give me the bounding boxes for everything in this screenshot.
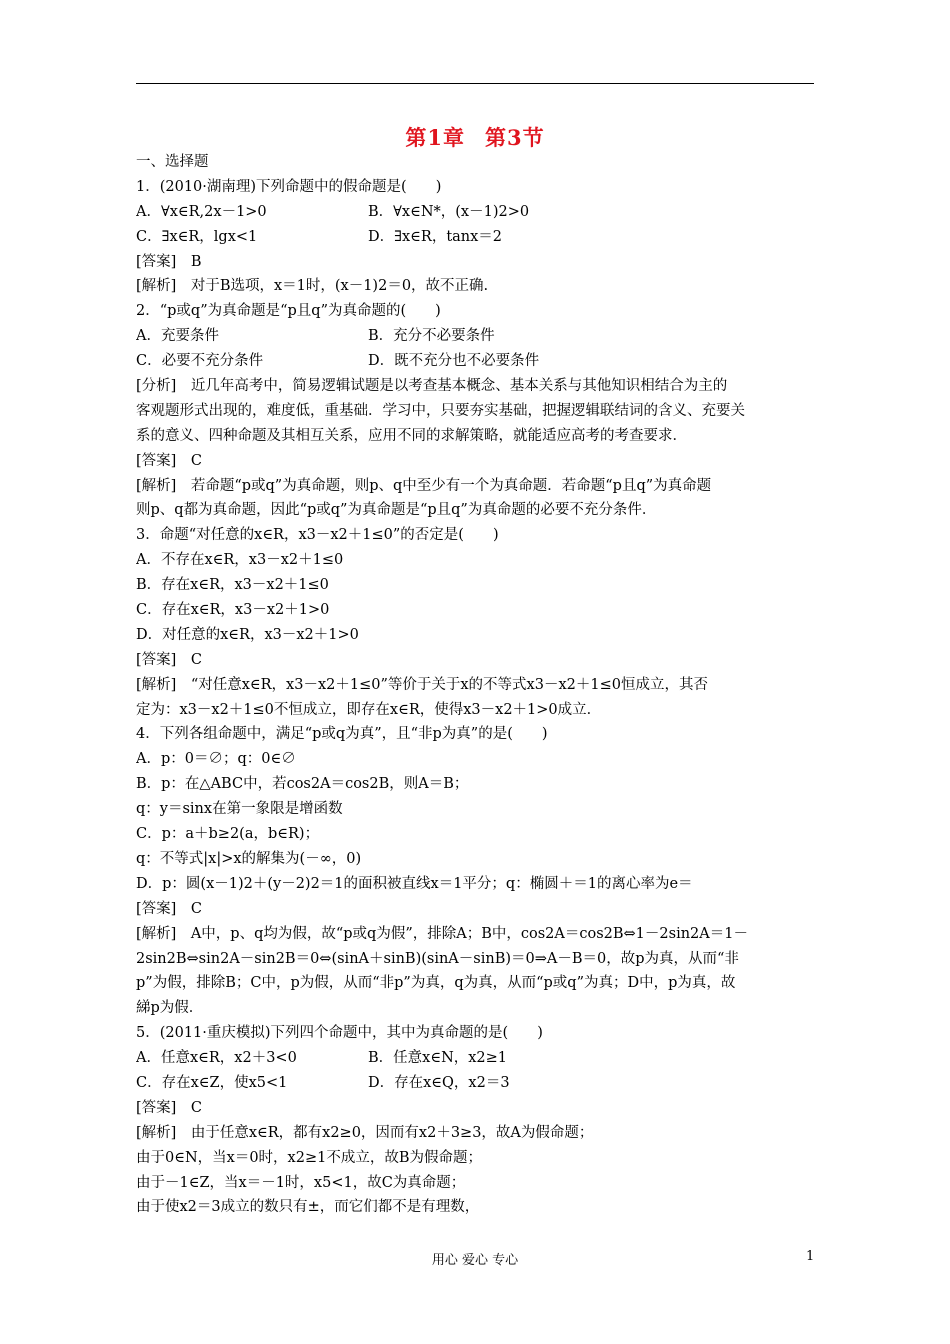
q1-analysis: [解析] 对于B选项，x＝1时，(x－1)2＝0，故不正确. [136,278,489,295]
q2-note-line: 系的意义、四种命题及其相互关系，应用不同的求解策略，就能适应高考的考查要求． [136,427,687,444]
q5-option-c: C．存在x∈Z，使x5<1 [136,1074,288,1091]
chapter-label: 第1章 [405,125,465,150]
q1-option-d: D．∃x∈R，tanx＝2 [368,228,503,245]
q2-analysis-line: 则p、q都为真命题，因此“p或q”为真命题是“p且q”为真命题的必要不充分条件． [136,502,657,519]
q4-analysis-line: 2sin2B⇔sin2A－sin2B＝0⇔(sinA＋sinB)(sinA－sinB)＝0⇒A－B＝0，故p为真，从而“非 [136,950,739,967]
page-title [0,122,950,152]
q5-answer: [答案] C [136,1099,202,1116]
q5-option-a: A．任意x∈R，x2＋3<0 [136,1050,297,1067]
q2-analysis-line: [解析] 若命题“p或q”为真命题，则p、q中至少有一个为真命题．若命题“p且q”为真命题 [136,477,712,494]
header-rule [136,83,814,84]
q4-analysis-line: 綈p为假． [136,1000,204,1017]
q5-stem: 5．(2011·重庆模拟)下列四个命题中，其中为真命题的是( ) [136,1025,543,1042]
q2-option-a: A．充要条件 [136,328,219,345]
q3-option-a: A．不存在x∈R，x3－x2＋1≤0 [136,552,344,569]
q1-options-ab [136,200,816,225]
q2-note-line: 客观题形式出现的，难度低，重基础．学习中，只要夯实基础，把握逻辑联结词的含义、充要关 [136,402,745,419]
q5-analysis-line: [解析] 由于任意x∈R，都有x2≥0，因而有x2＋3≥3，故A为假命题； [136,1124,594,1141]
section-heading: 一、选择题 [136,154,209,170]
q2-options-ab [136,324,816,349]
q1-option-a: A．∀x∈R,2x－1>0 [136,203,267,220]
q4-line: D．p：圆(x－1)2＋(y－2)2＝1的面积被直线x＝1平分；q：椭圆＋＝1的离心率为e＝ [136,875,693,892]
q5-analysis-line: 由于使x2＝3成立的数只有±，而它们都不是有理数， [136,1199,480,1216]
page-number: 1 [806,1249,815,1264]
q1-options-cd [136,225,816,250]
q2-note-line: [分析] 近几年高考中，简易逻辑试题是以考查基本概念、基本关系与其他知识相结合为主的 [136,378,728,395]
q5-analysis-line: 由于0∈N，当x＝0时，x2≥1不成立，故B为假命题； [136,1149,482,1166]
q1-answer: [答案] B [136,253,202,270]
q4-analysis-line: [解析] A中，p、q均为假，故“p或q为假”，排除A；B中，cos2A＝cos2B⇔1－2sin2A＝1－ [136,925,748,942]
q2-option-d: D．既不充分也不必要条件 [368,353,540,370]
q4-line: A．p：0＝∅；q：0∈∅ [136,751,296,768]
q4-answer: [答案] C [136,900,202,917]
q5-option-d: D．存在x∈Q，x2＝3 [368,1074,510,1091]
q5-option-b: B．任意x∈N，x2≥1 [368,1050,508,1067]
footer-slogan: 用心 爱心 专心 [431,1253,519,1268]
q5-analysis-line: 由于－1∈Z，当x＝－1时，x5<1，故C为真命题； [136,1174,466,1191]
section-label: 第3节 [485,125,545,150]
q4-stem: 4．下列各组命题中，满足“p或q为真”，且“非p为真”的是( ) [136,726,548,743]
q3-analysis-line: 定为：x3－x2＋1≤0不恒成立，即存在x∈R，使得x3－x2＋1>0成立． [136,701,602,718]
q4-line: C．p：a＋b≥2(a，b∈R)； [136,826,320,843]
q2-stem: 2．“p或q”为真命题是“p且q”为真命题的( ) [136,303,441,320]
q2-answer: [答案] C [136,452,202,469]
q3-option-b: B．存在x∈R，x3－x2＋1≤0 [136,577,329,594]
q2-option-b: B．充分不必要条件 [368,328,495,345]
q3-answer: [答案] C [136,651,202,668]
q4-line: q：不等式|x|>x的解集为(－∞，0) [136,850,362,867]
q1-option-c: C．∃x∈R，lgx<1 [136,228,258,245]
q2-option-c: C．必要不充分条件 [136,353,264,370]
q2-options-cd [136,349,816,374]
q1-option-b: B．∀x∈N*，(x－1)2>0 [368,203,530,220]
q4-line: q：y＝sinx在第一象限是增函数 [136,801,343,818]
q4-analysis-line: p”为假，排除B；C中，p为假，从而“非p”为真，q为真，从而“p或q”为真；D中，p为真，故 [136,975,736,992]
q3-stem: 3．命题“对任意的x∈R，x3－x2＋1≤0”的否定是( ) [136,527,499,544]
q4-line: B．p：在△ABC中，若cos2A＝cos2B，则A＝B； [136,776,469,793]
q3-option-d: D．对任意的x∈R，x3－x2＋1>0 [136,626,359,643]
document-body [136,150,816,1220]
q1-stem: 1．(2010·湖南理)下列命题中的假命题是( ) [136,178,442,195]
q5-options-cd [136,1071,816,1096]
q3-option-c: C．存在x∈R，x3－x2＋1>0 [136,602,330,619]
q5-options-ab [136,1046,816,1071]
q3-analysis-line: [解析] “对任意x∈R，x3－x2＋1≤0”等价于关于x的不等式x3－x2＋1≤0恒成立，其否 [136,676,708,693]
